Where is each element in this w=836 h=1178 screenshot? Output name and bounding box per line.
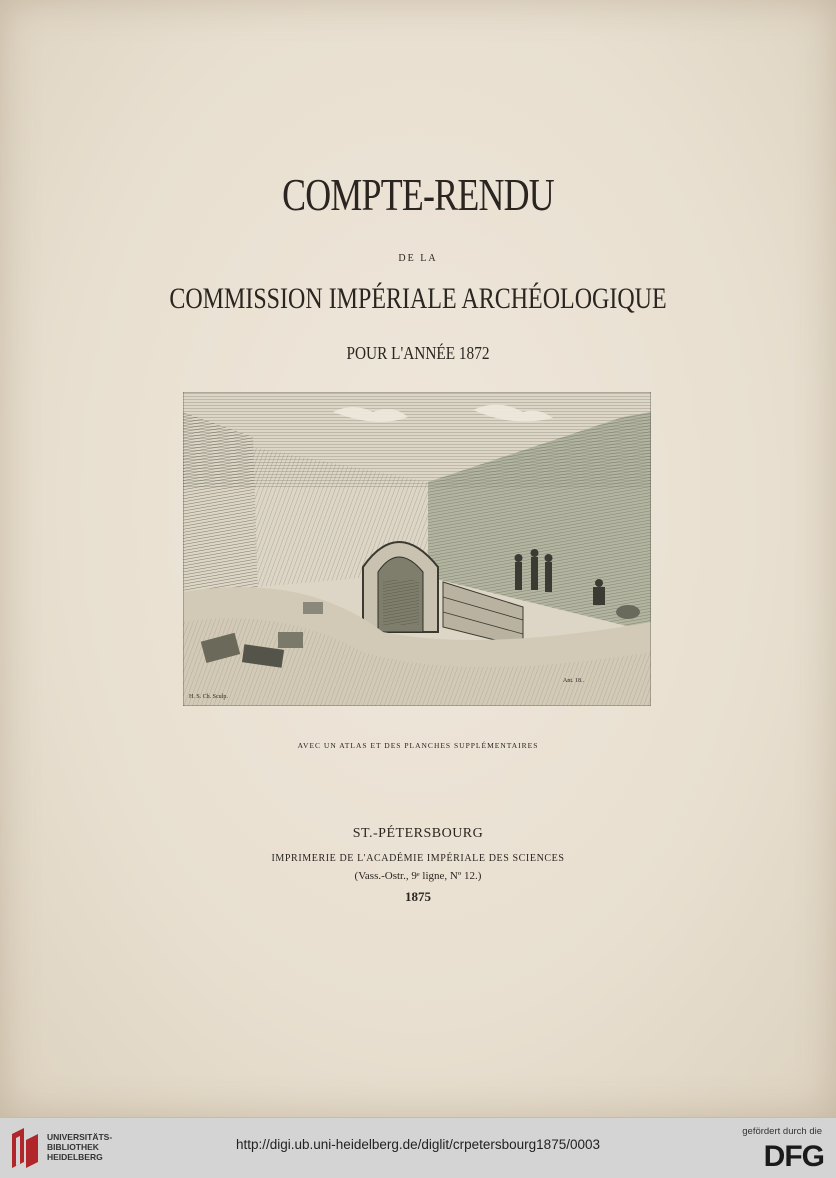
engraver-signature-left: H. S. Ch. Sculp. [189,694,228,700]
commission-title: COMMISSION IMPÉRIALE ARCHÉOLOGIQUE [169,282,667,315]
publication-city: ST.-PÉTERSBOURG [352,826,484,841]
dfg-logo: DFG [763,1140,824,1173]
publication-year: 1875 [405,889,431,904]
engraver-signature-right: Ant. 18.. [563,678,584,684]
atlas-note: AVEC UN ATLAS ET DES PLANCHES SUPPLÉMENTAIRES [297,741,539,750]
printer-address: (Vass.-Ostr., 9ᵉ ligne, Nº 12.) [354,870,482,882]
printer-line: IMPRIMERIE DE L'ACADÉMIE IMPÉRIALE DES SCIENCES [271,853,565,864]
permalink-url[interactable]: http://digi.ub.uni-heidelberg.de/diglit/crpetersbourg1875/0003 [235,1137,600,1152]
document-title: COMPTE-RENDU [282,169,554,220]
de-la-line: DE LA [398,253,438,264]
excavation-engraving [183,392,651,706]
library-name-line3: HEIDELBERG [47,1152,103,1162]
year-subtitle: POUR L'ANNÉE 1872 [346,343,490,363]
library-name-line2: BIBLIOTHEK [47,1142,99,1152]
funding-caption: gefördert durch die [742,1126,822,1137]
library-name-line1: UNIVERSITÄTS- [47,1132,113,1142]
footer-bar [0,1117,836,1178]
